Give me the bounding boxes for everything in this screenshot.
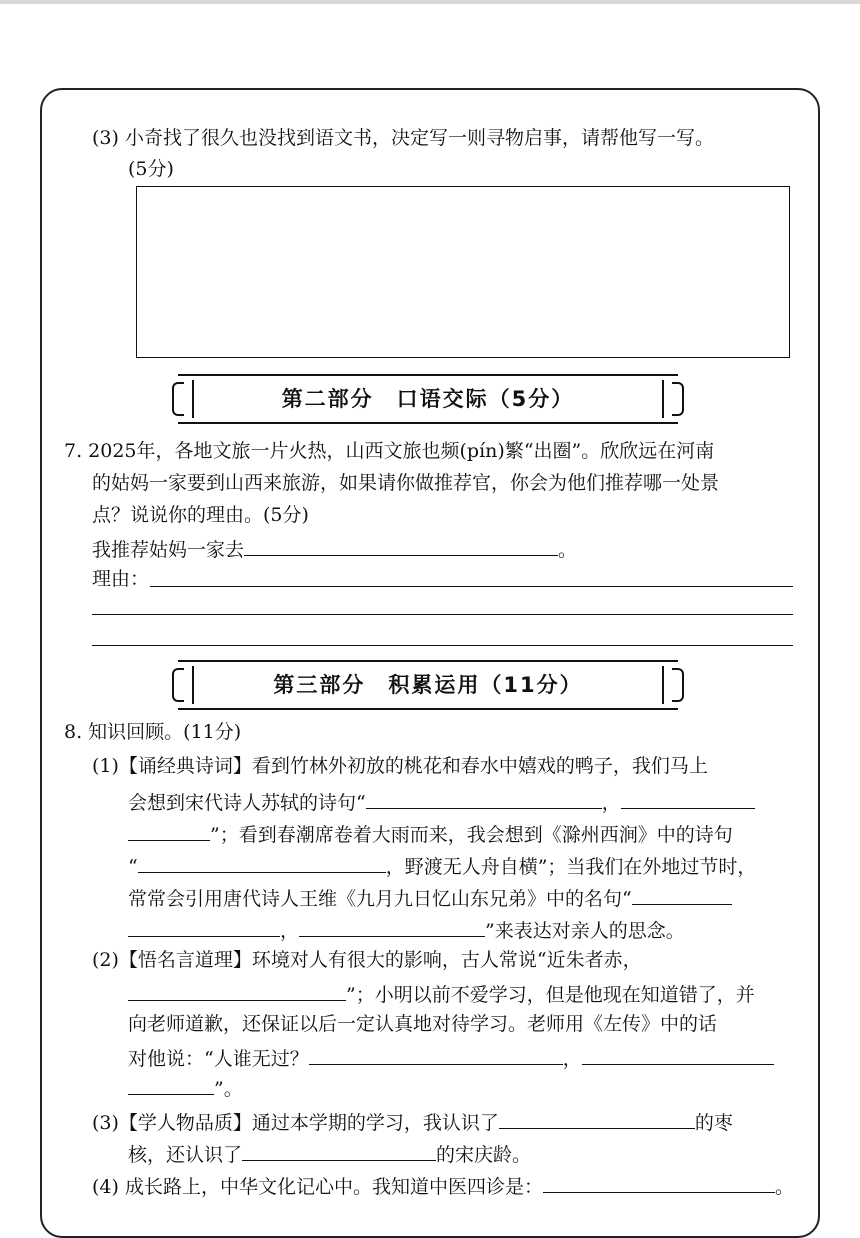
q8-2-blank-3-cont[interactable]	[128, 1072, 214, 1095]
q8-2-line-1: (2)【悟名言道理】环境对人有很大的影响，古人常说“近朱者赤，	[92, 949, 642, 971]
q8-1-blank-2-cont[interactable]	[128, 818, 210, 841]
q7-reason-line-2[interactable]	[92, 614, 793, 615]
q8-1-blank-4[interactable]	[632, 882, 732, 905]
q8-3-line-1	[92, 1106, 733, 1137]
q8-2-line-2	[128, 978, 755, 1009]
q8-4-blank[interactable]	[543, 1170, 775, 1193]
q8-1-line-3	[128, 818, 733, 849]
q8-1-blank-5[interactable]	[299, 914, 485, 937]
q8-1-blank-1[interactable]	[366, 786, 602, 809]
q7-recommend-blank[interactable]	[244, 533, 558, 556]
q8-1-line-6	[128, 914, 685, 945]
q8-1-text: ”；看到春潮席卷着大雨而来，我会想到《滁州西涧》中的诗句	[210, 824, 733, 846]
q8-3-text: 的宋庆龄。	[436, 1144, 532, 1166]
q8-1-text: 常常会引用唐代诗人王维《九月九日忆山东兄弟》中的名句“	[128, 888, 632, 910]
section-3-banner	[178, 660, 678, 710]
page-top-edge	[0, 0, 860, 4]
q8-1-blank-4-cont[interactable]	[128, 914, 280, 937]
q8-2-text: ”。	[214, 1078, 243, 1100]
q8-1-text: ，野渡无人舟自横”；当我们在外地过节时，	[385, 856, 757, 878]
q8-1-line-4	[128, 850, 756, 881]
section-2-title: 第二部分 口语交际（5分）	[281, 387, 575, 411]
notice-answer-box[interactable]	[136, 186, 790, 358]
q8-2-blank-3[interactable]	[582, 1042, 774, 1065]
q8-2-text: 对他说：“人谁无过？	[128, 1048, 309, 1070]
q7-line-1: 7. 2025年，各地文旅一片火热，山西文旅也频(pín)繁“出圈”。欣欣远在河南	[64, 440, 715, 462]
q7-recommend-prefix: 我推荐姑妈一家去	[92, 539, 245, 561]
q8-3-text: 核，还认识了	[128, 1144, 243, 1166]
q8-1-quote: “	[128, 856, 138, 878]
section-3-title: 第三部分 积累运用（11分）	[273, 673, 583, 697]
q7-recommend-suffix: 。	[558, 539, 578, 561]
q8-1-line-1: (1)【诵经典诗词】看到竹林外初放的桃花和春水中嬉戏的鸭子，我们马上	[92, 755, 708, 777]
q8-1-blank-3[interactable]	[138, 850, 386, 873]
q7-reason-label: 理由：	[92, 568, 150, 590]
q7-recommend-row	[92, 533, 577, 564]
q7-reason-line-1[interactable]	[150, 586, 793, 587]
q8-2-comma: ，	[562, 1048, 582, 1070]
q8-2-line-4	[128, 1042, 774, 1073]
q6-3-score: (5分)	[128, 158, 174, 180]
q8-2-blank-1[interactable]	[128, 978, 346, 1001]
q8-1-text: 会想到宋代诗人苏轼的诗句“	[128, 792, 366, 814]
q8-2-blank-2[interactable]	[309, 1042, 563, 1065]
q8-2-line-5	[128, 1072, 243, 1103]
q6-3-prompt: (3) 小奇找了很久也没找到语文书，决定写一则寻物启事，请帮他写一写。	[92, 127, 714, 149]
q8-3-blank-2[interactable]	[242, 1138, 436, 1161]
q8-3-text: 的枣	[694, 1112, 733, 1134]
section-2-banner	[178, 374, 678, 424]
q8-2-line-3: 向老师道歉，还保证以后一定认真地对待学习。老师用《左传》中的话	[128, 1013, 718, 1035]
q8-4-text: (4) 成长路上，中华文化记心中。我知道中医四诊是：	[92, 1176, 543, 1198]
q8-3-text: (3)【学人物品质】通过本学期的学习，我认识了	[92, 1112, 499, 1134]
q7-line-3: 点？说说你的理由。(5分)	[92, 504, 309, 526]
q8-1-text: ”来表达对亲人的思念。	[485, 920, 685, 942]
q8-3-line-2	[128, 1138, 531, 1169]
q8-1-blank-2[interactable]	[621, 786, 755, 809]
q8-1-line-2	[128, 786, 755, 817]
q8-1-comma: ，	[601, 792, 621, 814]
q8-2-text: ”；小明以前不爱学习，但是他现在知道错了，并	[346, 984, 755, 1006]
q7-reason-line-3[interactable]	[92, 645, 793, 646]
q7-line-2: 的姑妈一家要到山西来旅游，如果请你做推荐官，你会为他们推荐哪一处景	[92, 472, 720, 494]
q8-1-comma: ，	[280, 920, 300, 942]
q8-4-text: 。	[774, 1176, 794, 1198]
q8-1-line-5	[128, 882, 732, 913]
q8-intro: 8. 知识回顾。(11分)	[64, 721, 242, 743]
q8-3-blank-1[interactable]	[499, 1106, 695, 1129]
q8-4-line	[92, 1170, 794, 1201]
